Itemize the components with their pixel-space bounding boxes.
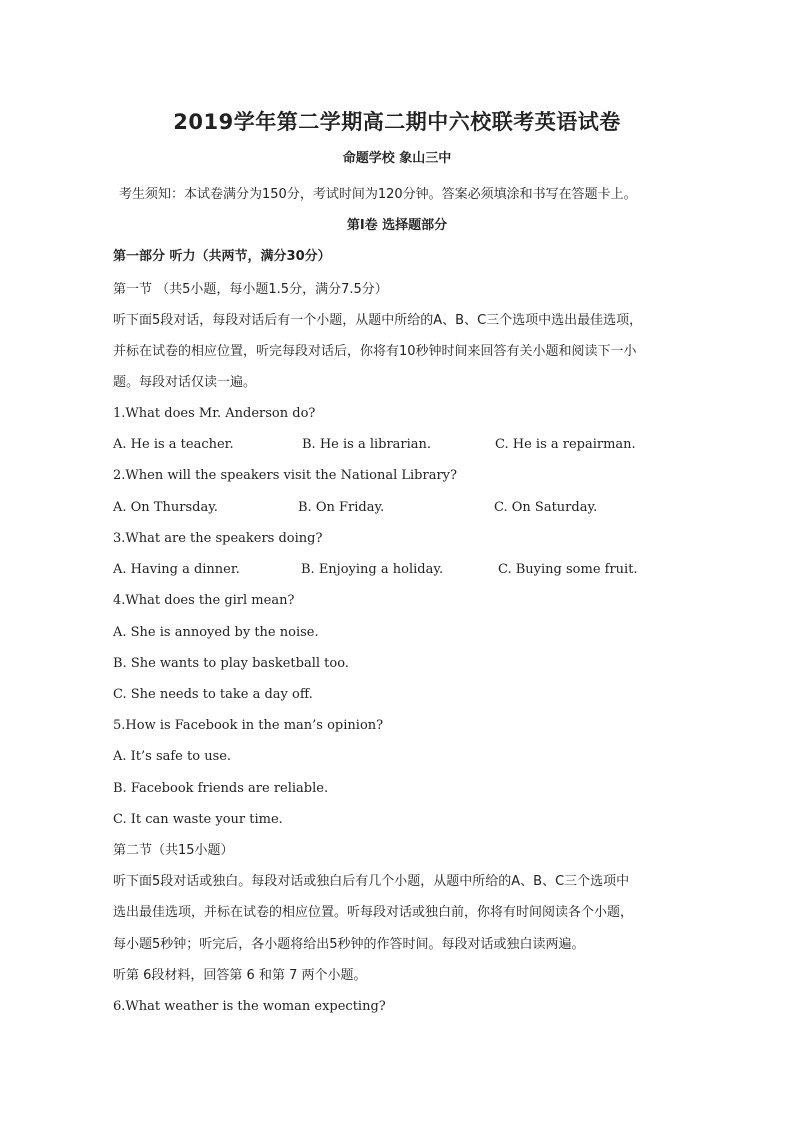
question-6: 6.What weather is the woman expecting? [113, 999, 386, 1014]
question-5-option-b: B. Facebook friends are reliable. [113, 781, 329, 796]
section1-instruction-line: 题。每段对话仅读一遍。 [113, 375, 257, 390]
section2-instruction-line: 听下面5段对话或独白。每段对话或独白后有几个小题，从题中所给的A、B、C三个选项中 [113, 874, 630, 889]
question-4-option-b: B. She wants to play basketball too. [113, 656, 349, 671]
exam-notice: 考生须知：本试卷满分为150分，考试时间为120分钟。答案必须填涂和书写在答题卡上。 [119, 187, 637, 202]
question-5-option-a: A. It’s safe to use. [113, 749, 232, 764]
section2-heading: 第二节（共15小题） [113, 843, 234, 858]
part1-heading: 第一部分 听力（共两节，满分30分） [113, 249, 331, 264]
question-1-option-b: B. He is a librarian. [302, 437, 432, 452]
question-2: 2.When will the speakers visit the National Library? [113, 468, 457, 483]
question-1-option-a: A. He is a teacher. [113, 437, 234, 452]
section1-instruction-line: 并标在试卷的相应位置，听完每段对话后，你将有10秒钟时间来回答有关小题和阅读下一小 [113, 344, 637, 359]
question-4-option-a: A. She is annoyed by the noise. [113, 625, 319, 640]
volume-heading: 第Ⅰ卷 选择题部分 [346, 218, 448, 233]
question-2-option-c: C. On Saturday. [494, 500, 598, 515]
question-5-option-c: C. It can waste your time. [113, 812, 283, 827]
question-1: 1.What does Mr. Anderson do? [113, 406, 316, 421]
question-5: 5.How is Facebook in the man’s opinion? [113, 718, 384, 733]
section2-instruction-line: 选出最佳选项，并标在试卷的相应位置。听每段对话或独白前，你将有时间阅读各个小题， [113, 905, 634, 920]
question-2-option-b: B. On Friday. [298, 500, 385, 515]
material-instruction: 听第 6段材料，回答第 6 和第 7 两个小题。 [113, 968, 367, 983]
question-3-option-b: B. Enjoying a holiday. [301, 562, 444, 577]
question-4: 4.What does the girl mean? [113, 593, 295, 608]
section1-instruction-line: 听下面5段对话，每段对话后有一个小题，从题中所给的A、B、C三个选项中选出最佳选项， [113, 313, 643, 328]
question-1-option-c: C. He is a repairman. [495, 437, 636, 452]
setter-school: 命题学校 象山三中 [342, 151, 452, 166]
section2-instruction-line: 每小题5秒钟；听完后，各小题将给出5秒钟的作答时间。每段对话或独白读两遍。 [113, 937, 585, 952]
question-3: 3.What are the speakers doing? [113, 531, 323, 546]
question-3-option-c: C. Buying some fruit. [498, 562, 638, 577]
question-2-option-a: A. On Thursday. [113, 500, 218, 515]
exam-title: 2019学年第二学期高二期中六校联考英语试卷 [173, 110, 621, 134]
section1-heading: 第一节 （共5小题，每小题1.5分，满分7.5分） [113, 282, 388, 297]
question-3-option-a: A. Having a dinner. [113, 562, 240, 577]
question-4-option-c: C. She needs to take a day off. [113, 687, 313, 702]
